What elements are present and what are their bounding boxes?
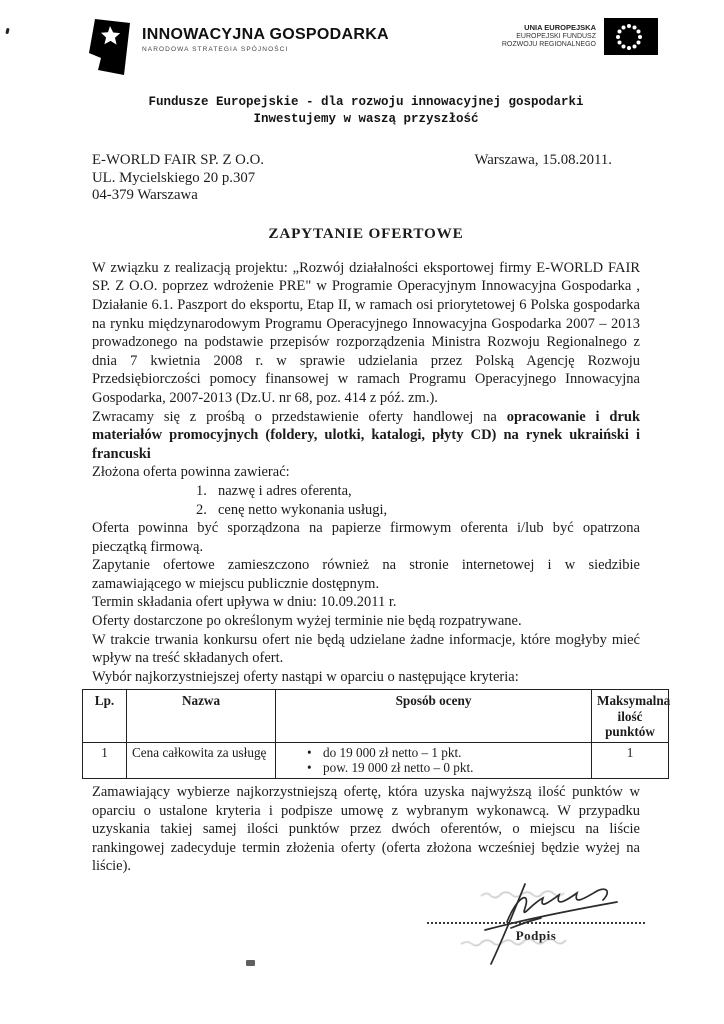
eu-text-line1: UNIA EUROPEJSKA xyxy=(524,23,596,32)
eu-flag-icon xyxy=(604,18,662,61)
place-and-date: Warszawa, 15.08.2011. xyxy=(474,152,612,168)
motto-line-2: Inwestujemy w waszą przyszłość xyxy=(253,112,479,126)
table-row xyxy=(83,742,669,778)
paragraph-offer-should-contain: Złożona oferta powinna zawierać: xyxy=(92,464,290,481)
cell-sposob-oceny xyxy=(276,742,592,778)
col-header-maksymalna-ilosc-punktow: Maksymalna ilość punktów xyxy=(592,690,669,743)
sender-address-block xyxy=(92,152,264,205)
list-item xyxy=(196,501,640,520)
program-logo-subtitle: NARODOWA STRATEGIA SPÓJNOŚCI xyxy=(142,46,289,53)
document-header xyxy=(86,18,662,78)
document-body xyxy=(92,259,640,687)
request-normal-text: Zwracamy się z prośbą o przedstawienie oferty handlowej na xyxy=(92,408,507,425)
program-logo-text xyxy=(142,18,389,53)
list-item-number: 2. xyxy=(196,501,207,518)
bullet-icon: • xyxy=(307,760,312,776)
closing-paragraph: Zamawiający wybierze najkorzystniejszą ofertę, która uzyska najwyższą ilość punktów w oparciu o ustalone kryteria i podpisze umowę z wybranym wykonawcą. W przypadku uzyskania takiej samej ilości punktów przez dwóch oferentów, o miejscu na liście rankingowej zadecyduje termin złożenia oferty (oferta złożona wcześniej będzie wyżej na liście). xyxy=(92,783,640,875)
list-item-text: cenę netto wykonania usługi, xyxy=(218,501,388,518)
signature-label: Podpis xyxy=(515,928,557,944)
criterion-option xyxy=(307,745,586,761)
criteria-table xyxy=(82,689,669,779)
paragraph-deadline: Termin składania ofert upływa w dniu: 10.09.2011 r. xyxy=(92,594,397,611)
bullet-icon: • xyxy=(307,744,312,760)
handwritten-signature-icon xyxy=(421,878,656,973)
cell-lp: 1 xyxy=(83,742,127,778)
paragraph-late-offers: Oferty dostarczone po określonym wyżej terminie nie będą rozpatrywane. xyxy=(92,613,522,630)
motto-line-1: Fundusze Europejskie - dla rozwoju innowacyjnej gospodarki xyxy=(148,95,584,109)
paragraph-no-information: W trakcie trwania konkursu ofert nie będą udzielane żadne informacje, które mogłyby mieć wpływ na treść składanych ofert. xyxy=(92,631,640,667)
eu-text-line2: EUROPEJSKI FUNDUSZ xyxy=(516,32,596,40)
signature-block xyxy=(421,892,656,976)
col-header-lp: Lp. xyxy=(83,690,127,743)
cell-punkty: 1 xyxy=(592,742,669,778)
request-bold-subject: opracowanie i druk materiałów promocyjnych (foldery, ulotki, katalogi, płyty CD) na rynek ukraiński i francuski xyxy=(92,408,641,462)
eu-motto xyxy=(92,94,640,128)
col-header-sposob-oceny: Sposób oceny xyxy=(276,690,592,743)
company-city: 04-379 Warszawa xyxy=(92,187,198,204)
letterhead xyxy=(92,152,640,205)
paragraph-publication: Zapytanie ofertowe zamieszczono również na stronie internetowej i w siedzibie zamawiającego w miejscu publicznie dostępnym. xyxy=(92,557,640,592)
scan-artifact-smudge xyxy=(246,960,255,966)
eu-text-line3: ROZWOJU REGIONALNEGO xyxy=(501,41,596,48)
innowacyjna-gospodarka-logo xyxy=(86,18,389,81)
program-logo-title: INNOWACYJNA GOSPODARKA xyxy=(142,26,389,43)
document-title: ZAPYTANIE OFERTOWE xyxy=(268,224,464,242)
paragraph-request xyxy=(92,408,640,464)
waving-flag-star-icon xyxy=(86,18,132,81)
paragraph-letterhead-requirement: Oferta powinna być sporządzona na papierze firmowym oferenta i/lub być opatrzona pieczątką firmową. xyxy=(92,520,640,555)
table-header-row xyxy=(83,690,669,743)
company-street: UL. Mycielskiego 20 p.307 xyxy=(92,169,256,186)
list-item xyxy=(196,482,640,501)
list-item-text: nazwę i adres oferenta, xyxy=(218,482,352,499)
cell-nazwa: Cena całkowita za usługę xyxy=(127,742,276,778)
criterion-option-text: pow. 19 000 zł netto – 0 pkt. xyxy=(323,760,474,776)
criterion-option xyxy=(307,760,586,776)
requirements-list xyxy=(92,482,640,519)
scan-artifact-dot xyxy=(5,28,9,35)
eu-funds-text xyxy=(502,18,596,50)
eu-funds-block xyxy=(502,18,662,61)
signature-area xyxy=(92,890,640,976)
list-item-number: 1. xyxy=(196,482,207,499)
criterion-option-text: do 19 000 zł netto – 1 pkt. xyxy=(323,744,462,760)
company-name: E-WORLD FAIR SP. Z O.O. xyxy=(92,152,264,168)
paragraph-criteria-intro: Wybór najkorzystniejszej oferty nastąpi w oparciu o następujące kryteria: xyxy=(92,668,519,685)
paragraph-project: W związku z realizacją projektu: „Rozwój działalności eksportowej firmy E-WORLD FAIR SP. Z O.O. poprzez wdrożenie PRE" w Programie Operacyjnym Innowacyjna Gospodarka , Działanie 6.1. Paszport do eksportu, Etap II, w ramach osi priorytetowej 6 Polska gospodarka na rynku międzynarodowym Programu Operacyjnego Innowacyjna Gospodarka 2007 – 2013 prowadzonego na podstawie przepisów rozporządzenia Ministra Rozwoju Regionalnego z dnia 7 kwietnia 2008 r. w sprawie udzielania przez Polską Agencję Rozwoju Przedsiębiorczości pomocy finansowej w ramach Programu Operacyjnego Innowacyjna Gospodarka, 2007-2013 (Dz.U. nr 68, poz. 414 z póź. zm.). xyxy=(92,259,640,406)
col-header-nazwa: Nazwa xyxy=(127,690,276,743)
